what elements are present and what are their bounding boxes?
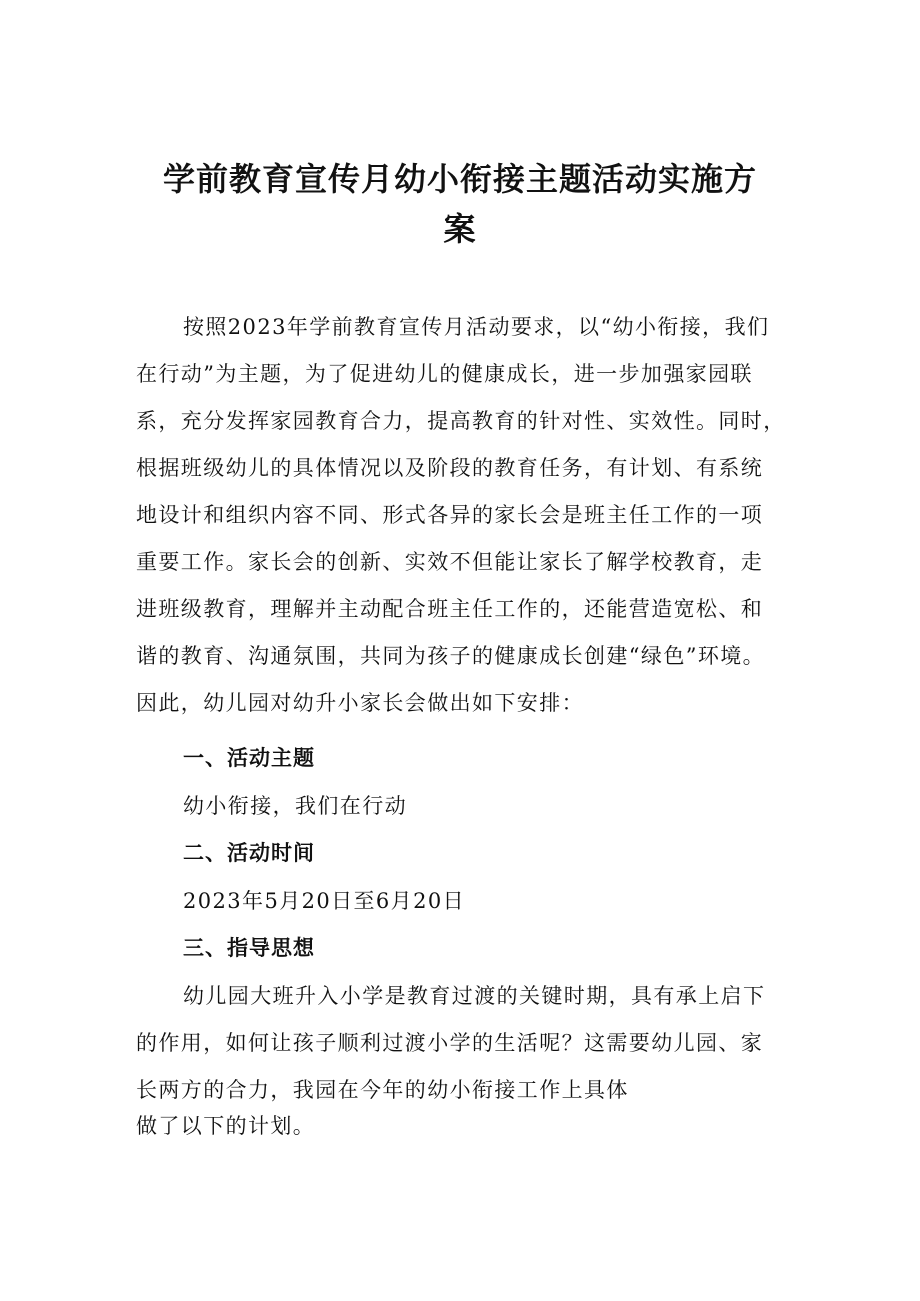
intro-paragraph-line: 因此，幼儿园对幼升小家长会做出如下安排：	[136, 691, 584, 715]
document-title	[120, 154, 800, 254]
intro-paragraph-line: 根据班级幼儿的具体情况以及阶段的教育任务，有计划、有系统	[136, 456, 764, 480]
section-body-theme: 幼小衔接，我们在行动	[183, 794, 407, 818]
section-heading-guiding-idea: 三、指导思想	[183, 936, 315, 960]
intro-paragraph-line: 系，充分发挥家园教育合力，提高教育的针对性、实效性。同时，	[136, 409, 786, 433]
section-body-line: 长两方的合力，我园在今年的幼小衔接工作上具体	[136, 1078, 629, 1102]
section-body-line: 做了以下的计划。	[136, 1114, 316, 1138]
section-heading-theme: 一、活动主题	[183, 746, 315, 770]
intro-paragraph-line: 重要工作。家长会的创新、实效不但能让家长了解学校教育，走	[136, 550, 764, 574]
intro-paragraph-line: 进班级教育，理解并主动配合班主任工作的，还能营造宽松、和	[136, 597, 764, 621]
section-body-time: 2023年5月20日至6月20日	[183, 889, 466, 913]
intro-paragraph-line: 地设计和组织内容不同、形式各异的家长会是班主任工作的一项	[136, 503, 764, 527]
title-line: 学前教育宣传月幼小衔接主题活动实施方	[162, 160, 757, 198]
intro-paragraph-line: 在行动”为主题，为了促进幼儿的健康成长，进一步加强家园联	[136, 362, 753, 386]
section-body-line: 幼儿园大班升入小学是教育过渡的关键时期，具有承上启下	[183, 984, 766, 1008]
section-heading-time: 二、活动时间	[183, 841, 315, 865]
intro-paragraph-line: 按照2023年学前教育宣传月活动要求，以“幼小衔接，我们	[183, 315, 770, 339]
intro-paragraph-line: 谐的教育、沟通氛围，共同为孩子的健康成长创建“绿色”环境。	[136, 644, 766, 668]
section-body-line: 的作用，如何让孩子顺利过渡小学的生活呢？这需要幼儿园、家	[136, 1031, 764, 1055]
title-line: 案	[443, 210, 477, 248]
